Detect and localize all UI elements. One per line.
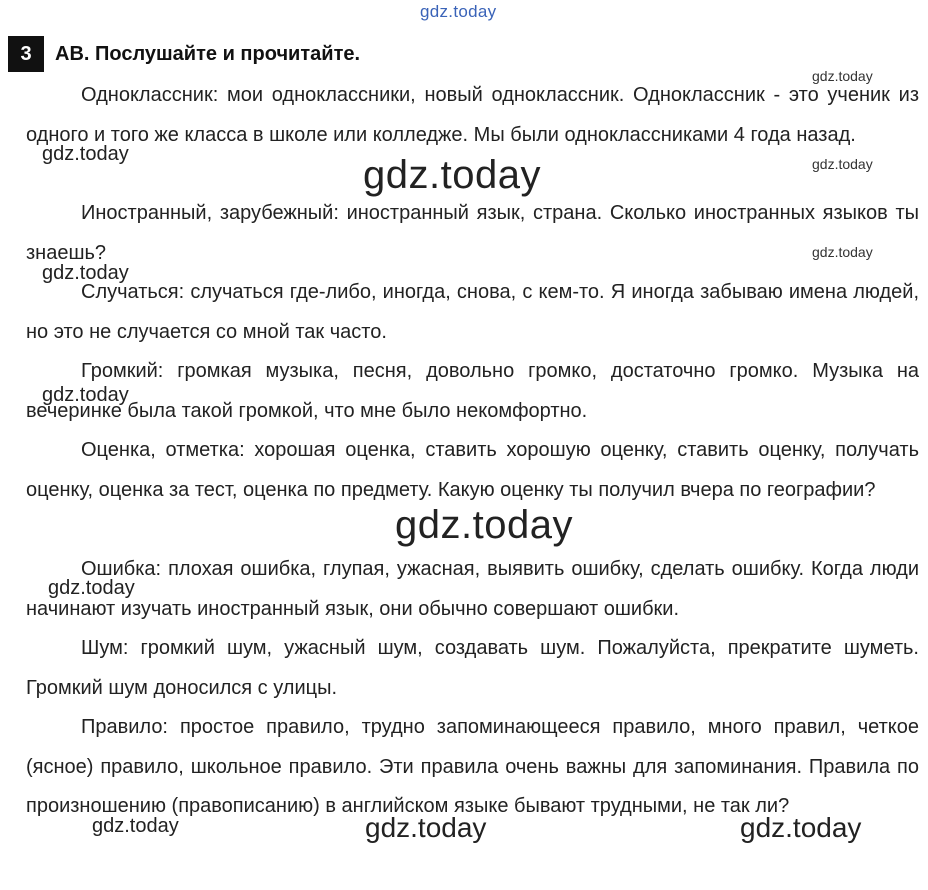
- paragraph-noise: Шум: громкий шум, ужасный шум, создавать шум. Пожалуйста, прекратите шуметь. Громкий шум доносился с улицы.: [26, 637, 919, 699]
- exercise-number-badge: 3: [8, 36, 44, 72]
- exercise-header: [8, 36, 360, 72]
- watermark-small: gdz.today: [812, 68, 873, 84]
- paragraph-loud: Громкий: громкая музыка, песня, довольно громко, достаточно громко. Музыка на вечеринке была такой громкой, что мне было некомфортно.: [26, 360, 919, 422]
- paragraph-happen: Случаться: случаться где-либо, иногда, снова, с кем-то. Я иногда забываю имена людей, но это не случается со мной так часто.: [26, 281, 919, 343]
- watermark-medium: gdz.today: [365, 812, 487, 843]
- paragraph-mistake: Ошибка: плохая ошибка, глупая, ужасная, выявить ошибку, сделать ошибку. Когда люди начинают изучать иностранный язык, они обычно совершают ошибки.: [26, 558, 919, 620]
- watermark-small: gdz.today: [42, 262, 129, 284]
- paragraph-rule: Правило: простое правило, трудно запоминающееся правило, много правил, четкое (ясное) правило, школьное правило. Эти правила очень важны для запоминания. Правила по произношению (правописанию) в английском языке бывают трудными, не так ли?: [26, 716, 919, 817]
- paragraph-classmate: Одноклассник: мои одноклассники, новый одноклассник. Одноклассник - это ученик из одного и того же класса в школе или колледже. Мы были одноклассниками 4 года назад.: [26, 84, 919, 146]
- watermark-small: gdz.today: [812, 156, 873, 172]
- paragraph-mark: Оценка, отметка: хорошая оценка, ставить хорошую оценку, ставить оценку, получать оценку, оценка за тест, оценка по предмету. Какую оценку ты получил вчера по географии?: [26, 439, 919, 501]
- watermark-small: gdz.today: [42, 143, 129, 165]
- watermark-top: gdz.today: [420, 2, 497, 21]
- watermark-large: gdz.today: [395, 503, 573, 547]
- watermark-small: gdz.today: [812, 244, 873, 260]
- watermark-small: gdz.today: [42, 384, 129, 406]
- exercise-title: AB. Послушайте и прочитайте.: [55, 42, 361, 65]
- watermark-small: gdz.today: [48, 577, 135, 599]
- watermark-large: gdz.today: [363, 153, 541, 197]
- watermark-medium: gdz.today: [740, 812, 862, 843]
- watermark-small: gdz.today: [92, 815, 179, 837]
- paragraph-foreign: Иностранный, зарубежный: иностранный язык, страна. Сколько иностранных языков ты знаешь?: [26, 202, 919, 264]
